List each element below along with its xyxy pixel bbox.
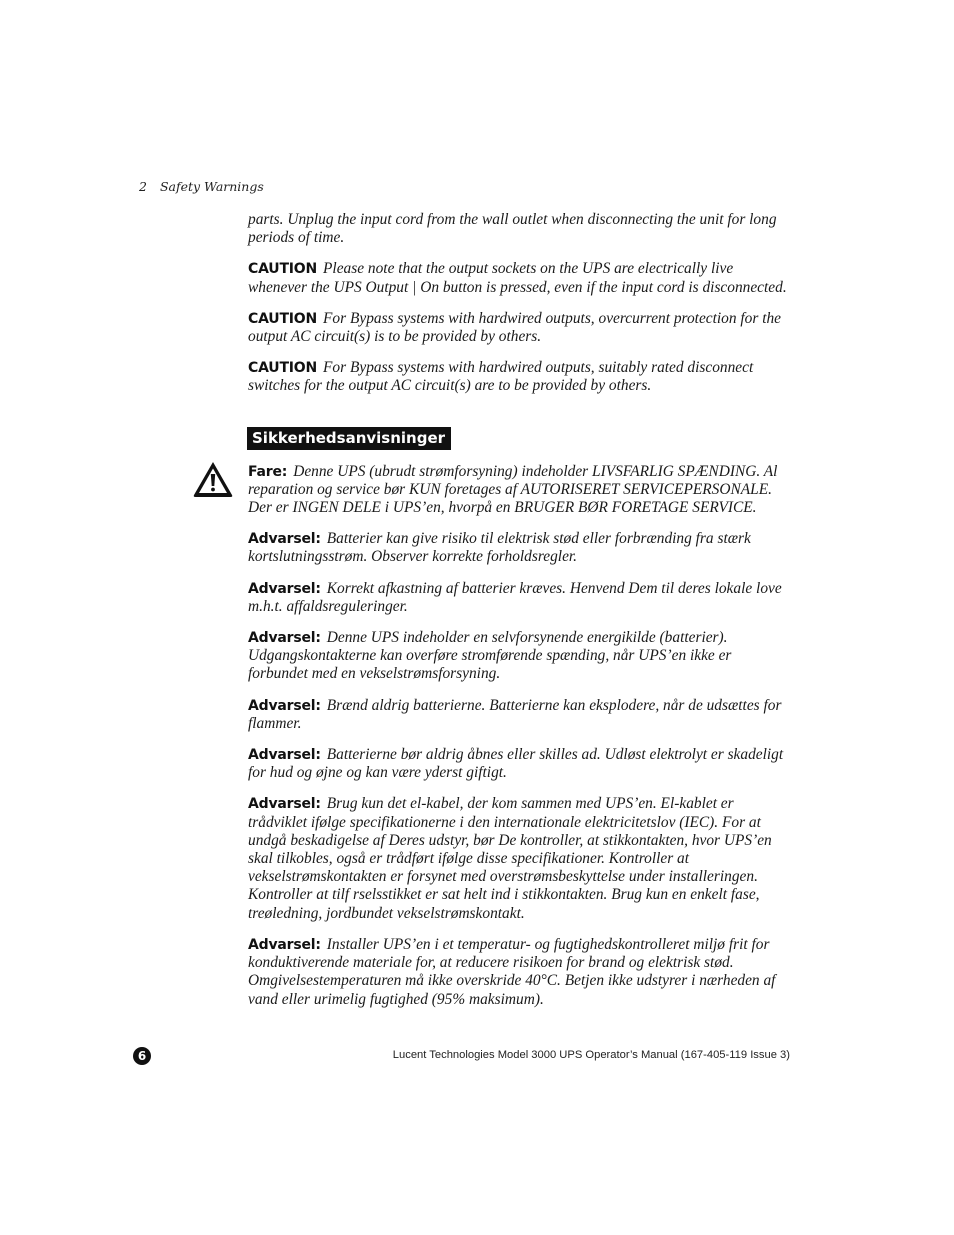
caution-overcurrent bbox=[248, 310, 794, 346]
page-number-badge: 6 bbox=[133, 1047, 151, 1065]
warning-label: Advarsel: bbox=[248, 580, 321, 597]
footer: Lucent Technologies Model 3000 UPS Operator’s Manual (167-405-119 Issue 3) bbox=[392, 1049, 790, 1061]
paragraph-continued bbox=[248, 211, 794, 247]
warning-text: Batterier kan give risiko til elektrisk stød eller forbrænding fra stærk kortslutningsstrøm. Observer korrekte forholdsregler. bbox=[248, 530, 751, 566]
danish-warning-4 bbox=[248, 697, 794, 733]
warning-text: Denne UPS indeholder en selvforsynende energikilde (batterier). Udgangskontakterne kan overføre stromførende spænding, når UPS’en ikke er forbundet med en vekselstrømsforsyning. bbox=[248, 629, 732, 683]
danish-warning-5 bbox=[248, 746, 794, 782]
caution-label: CAUTION bbox=[248, 360, 318, 377]
warning-label: Advarsel: bbox=[248, 796, 321, 813]
warning-triangle-icon bbox=[192, 460, 234, 498]
danish-danger bbox=[248, 463, 794, 518]
warning-label: Advarsel: bbox=[248, 936, 321, 953]
caution-output-sockets bbox=[248, 260, 794, 296]
warning-text: Brænd aldrig batterierne. Batterierne kan eksplodere, når de udsættes for flammer. bbox=[248, 696, 782, 732]
warning-label: Advarsel: bbox=[248, 531, 321, 548]
caution-text: For Bypass systems with hardwired outputs, overcurrent protection for the output AC circuit(s) is to be provided by others. bbox=[248, 309, 782, 346]
danish-warning-7 bbox=[248, 936, 794, 1009]
warning-label: Advarsel: bbox=[248, 630, 321, 647]
danish-warning-6 bbox=[248, 795, 794, 922]
danger-text: Denne UPS (ubrudt strømforsyning) indeholder LIVSFARLIG SPÆNDING. Al reparation og service bør KUN foretages af AUTORISERET SERVICEPERSONALE. Der er INGEN DELE i UPS’en, hvorpå en BRUGER BØR FORETAGE SERVICE. bbox=[248, 462, 778, 517]
caution-disconnect bbox=[248, 359, 794, 395]
warning-text: Installer UPS’en i et temperatur- og fugtighedskontrolleret miljø frit for konduktiverende materiale for, at reducere risikoen for brand og elektrisk stød. Omgivelsestemperaturen må ikke overskride 40°C. Betjen ikke udstyrer i nærheden af vand eller urimelig fugtighed (95% maksimum). bbox=[248, 935, 776, 1008]
caution-label: CAUTION bbox=[248, 261, 318, 278]
warning-text: Batterierne bør aldrig åbnes eller skilles ad. Udløst elektrolyt er skadeligt for hud og øjne og kan være yderst giftigt. bbox=[248, 746, 784, 782]
caution-text: Please note that the output sockets on the UPS are electrically live whenever the UPS Output | On button is pressed, even if the input cord is disconnected. bbox=[248, 260, 787, 296]
running-head bbox=[139, 179, 264, 194]
danish-warning-2 bbox=[248, 580, 794, 616]
danish-warning-1 bbox=[248, 530, 794, 566]
warning-text: Korrekt afkastning af batterier kræves. Henvend Dem til deres lokale love m.h.t. affaldsreguleringer. bbox=[248, 579, 782, 615]
caution-label: CAUTION bbox=[248, 310, 318, 327]
warning-label: Advarsel: bbox=[248, 747, 321, 764]
warning-text: Brug kun det el-kabel, der kom sammen med UPS’en. El-kablet er trådviklet ifølge specifikationerne i den internationale elektricitetslov (IEC). For at undgå beskadigelse af Deres udstyr, bør De kontroller, at stikkontakten, hvor UPS’en skal tilkobles, også er trådført ifølge disse specifikationer. Kontroller at vekselstrømskontakten er forsynet med overstrømsbeskyttelse under installeringen. Kontroller at tilf rselsstikket er sat helt ind i stikkontakten. Brug kun en enkelt fase, treøledning, jordbundet vekselstrømskontakt. bbox=[248, 795, 772, 922]
warning-label: Advarsel: bbox=[248, 697, 321, 714]
running-head-section: Safety Warnings bbox=[159, 179, 264, 194]
danger-label: Fare: bbox=[248, 463, 288, 480]
caution-text: For Bypass systems with hardwired outputs, suitably rated disconnect switches for the output AC circuit(s) are to be provided by others. bbox=[248, 359, 754, 395]
danish-warning-3 bbox=[248, 629, 794, 684]
paragraph-text: parts. Unplug the input cord from the wall outlet when disconnecting the unit for long periods of time. bbox=[248, 211, 777, 247]
content bbox=[248, 211, 794, 1022]
running-head-page: 2 bbox=[139, 179, 147, 194]
section-heading: Sikkerhedsanvisninger bbox=[247, 427, 451, 450]
